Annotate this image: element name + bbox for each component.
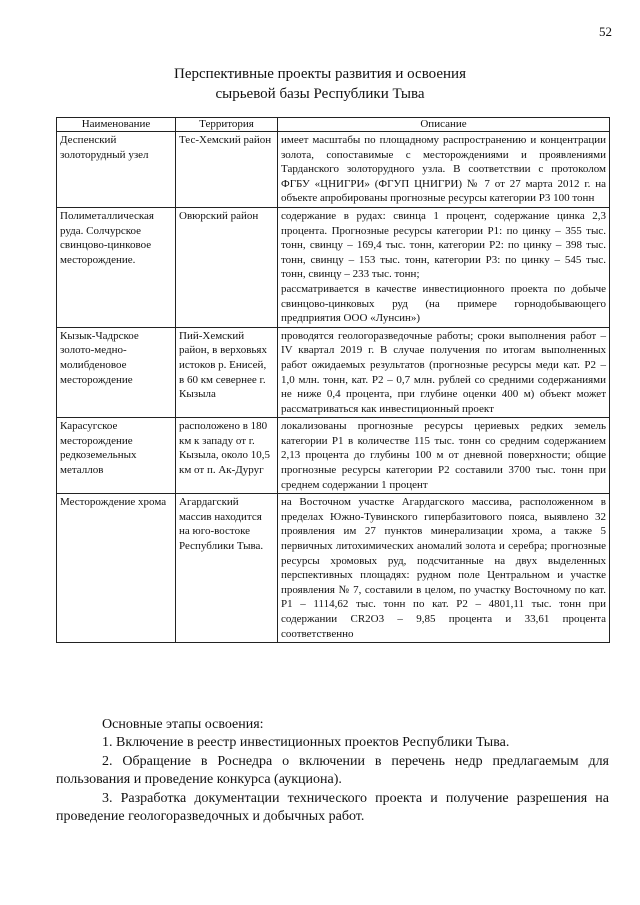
cell-description bbox=[278, 494, 610, 643]
cell-description bbox=[278, 418, 610, 494]
table-row bbox=[57, 327, 610, 418]
header-territory: Территория bbox=[176, 118, 278, 132]
projects-table bbox=[56, 117, 610, 643]
stage-item: 3. Разработка документации технического проекта и получение разрешения на проведение геологоразведочных и добычных работ. bbox=[56, 790, 609, 825]
cell-territory: расположено в 180 км к западу от г. Кызыла, около 10,5 км от п. Ак-Дуруг bbox=[176, 418, 278, 494]
description-paragraph: содержание в рудах: свинца 1 процент, содержание цинка 2,3 процента. Прогнозные ресурсы категории Р1: по цинку – 355 тыс. тонн, свинцу – 169,4 тыс. тонн, категории Р2: по цинку – 398 тыс. тонн, свинцу – 153 тыс. тонн, категории Р3: по цинку – 545 тыс. тонн, свинцу – 233 тыс. тонн; bbox=[281, 209, 606, 281]
table-row bbox=[57, 207, 610, 327]
cell-name: Месторождение хрома bbox=[57, 494, 176, 643]
table-header-row bbox=[57, 118, 610, 132]
description-paragraph: рассматривается в качестве инвестиционного проекта по добыче свинцово-цинковых руд (на примере горнодобывающего предприятия ООО «Лунсин») bbox=[281, 282, 606, 325]
title-line-1: Перспективные проекты развития и освоения bbox=[174, 66, 466, 82]
stages-heading: Основные этапы освоения: bbox=[102, 717, 264, 732]
cell-description bbox=[278, 132, 610, 208]
cell-name: Кызык-Чадрское золото-медно-молибденовое месторождение bbox=[57, 327, 176, 418]
stage-item: 1. Включение в реестр инвестиционных проектов Республики Тыва. bbox=[102, 735, 510, 751]
table-row bbox=[57, 132, 610, 208]
cell-territory: Агардагский массив находится на юго-востоке Республики Тыва. bbox=[176, 494, 278, 643]
cell-name: Деспенский золоторудный узел bbox=[57, 132, 176, 208]
header-name: Наименование bbox=[57, 118, 176, 132]
table-row bbox=[57, 418, 610, 494]
description-paragraph: локализованы прогнозные ресурсы цериевых редких земель категории Р1 в количестве 115 тыс. тонн со средним содержанием 2,13 процента до глубины 100 м от дневной поверхности; общие прогнозные ресурсы категории Р2 составили 3700 тыс. тонн при среднем содержании 1 процент bbox=[281, 420, 606, 491]
description-paragraph: имеет масштабы по площадному распространению и концентрации золота, сопоставимые с месторождениями и проявлениями Тарданского золоторудного узла. В соответствии с протоколом ФГБУ «ЦНИГРИ» (ФГУП ЦНИГРИ) № 7 от 27 марта 2012 г. на объекте апробированы прогнозные ресурсы категории Р3 100 тонн bbox=[281, 134, 606, 205]
development-stages bbox=[56, 716, 609, 826]
page-title bbox=[0, 64, 640, 104]
description-paragraph: проводятся геологоразведочные работы; сроки выполнения работ – IV квартал 2019 г. В случае получения по итогам выполненных работ ожидаемых результатов (прогнозные ресурсы меди кат. Р2 – 1,0 млн. тонн, кат. Р2 – 0,7 млн. рублей со средними содержаниями не ниже 0,4 процента, при глубине оценки 400 м) объект может рассматриваться как инвестиционный проект bbox=[281, 329, 606, 415]
table-row bbox=[57, 494, 610, 643]
header-description: Описание bbox=[278, 118, 610, 132]
title-line-2: сырьевой базы Республики Тыва bbox=[215, 86, 425, 102]
cell-name: Карасугское месторождение редкоземельных металлов bbox=[57, 418, 176, 494]
page-number: 52 bbox=[599, 24, 612, 39]
cell-territory: Овюрский район bbox=[176, 207, 278, 327]
description-paragraph: на Восточном участке Агардагского массива, расположенном в пределах Южно-Тувинского гипербазитового пояса, выявлено 32 проявления им 27 пунктов минерализации хрома, а также 5 первичных литохимических аномалий золота и серебра; прогнозные ресурсы хромовых руд, подсчитанные на двух выделенных перспективных площадях: рудном поле Центральном и участке проявления № 7, составили в целом, по участку Восточному по кат. Р1 – 1114,62 тыс. тонн по кат. Р2 – 4801,11 тыс. тонн при содержании CR2O3 – 9,85 процента и 33,61 процента соответственно bbox=[281, 496, 606, 640]
cell-territory: Тес-Хемский район bbox=[176, 132, 278, 208]
cell-description bbox=[278, 207, 610, 327]
cell-description bbox=[278, 327, 610, 418]
cell-territory: Пий-Хемский район, в верховьях истоков р. Енисей, в 60 км севернее г. Кызыла bbox=[176, 327, 278, 418]
stage-item: 2. Обращение в Роснедра о включении в перечень недр предлагаемым для пользования и проведение конкурса (аукциона). bbox=[56, 753, 609, 788]
cell-name: Полиметаллическая руда. Солчурское свинцово-цинковое месторождение. bbox=[57, 207, 176, 327]
